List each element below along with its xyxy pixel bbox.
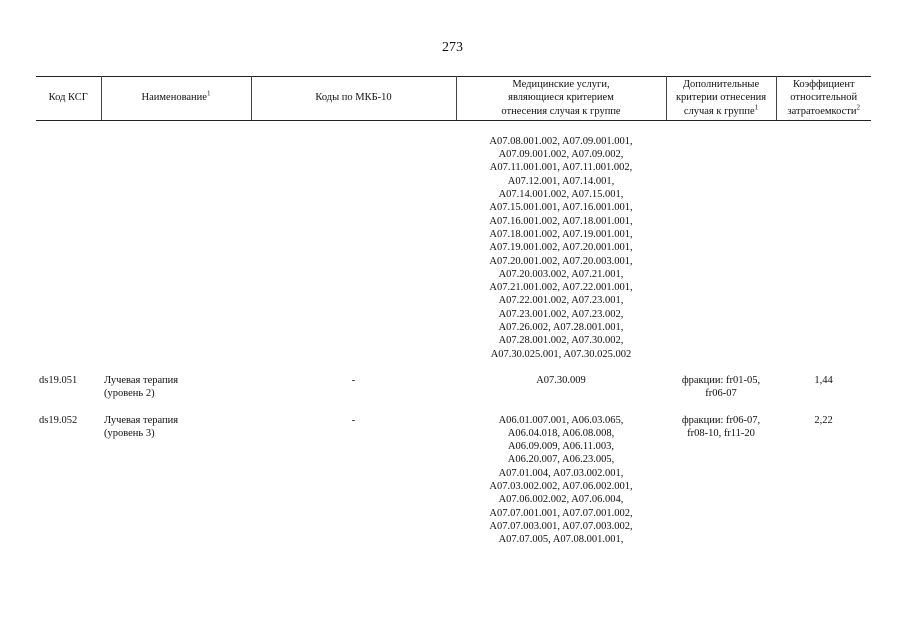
coefficient: 2,22 bbox=[814, 414, 833, 426]
services-cell: A07.30.009 bbox=[536, 374, 586, 386]
mkb-codes: - bbox=[351, 374, 356, 386]
ksg-table bbox=[36, 76, 871, 547]
mkb-codes: - bbox=[351, 414, 356, 426]
header-name: Наименование$^1$ bbox=[101, 77, 251, 121]
criteria-cell: фракции: fr06-07, fr08-10, fr11-20 bbox=[681, 414, 761, 439]
header-mkb: Коды по МКБ-10 bbox=[251, 77, 456, 121]
ksg-name: Лучевая терапия (уровень 2) bbox=[104, 374, 179, 400]
footnote-2-marker: 2 bbox=[856, 103, 860, 112]
page-number: 273 bbox=[442, 40, 463, 55]
header-coefficient: Коэффициент относительной затратоемкости$^2$ bbox=[776, 77, 871, 121]
ksg-name: Лучевая терапия (уровень 3) bbox=[104, 414, 179, 439]
services-cell: A06.01.007.001, A06.03.065, A06.04.018, A06.08.008, A06.09.009, A06.11.003, A06.20.007, A06.23.005, A07.01.004, A07.03.002.001, A07.03.002.002, A07.06.002.001, A07.06.002.002, A07.06.004, A07.07.001.001, A07.07.001.002, A07.07.003.001, A07.07.003.002, A07.07.005, A07.08.001.001, bbox=[489, 414, 633, 546]
services-cell: A07.08.001.002, A07.09.001.001, A07.09.001.002, A07.09.002, A07.11.001.001, A07.11.001.002, A07.12.001, A07.14.001, A07.14.001.002, A07.15.001, A07.15.001.001, A07.16.001.001, A07.16.001.002, A07.18.001.001, A07.18.001.002, A07.19.001.001, A07.19.001.002, A07.20.001.001, A07.20.001.002, A07.20.003.001, A07.20.003.002, A07.21.001, A07.21.001.002, A07.22.001.001, A07.22.001.002, A07.23.001, A07.23.001.002, A07.23.002, A07.26.002, A07.28.001.001, A07.28.001.002, A07.30.002, A07.30.025.001, A07.30.025.002 bbox=[489, 135, 633, 360]
ksg-code: ds19.052 bbox=[39, 414, 78, 426]
header-criteria: Дополнительные критерии отнесения случая к группе$^1$ bbox=[666, 77, 776, 121]
footnote-1-marker: 1 bbox=[206, 89, 211, 98]
ksg-code: ds19.051 bbox=[39, 374, 78, 386]
table-row-continuation bbox=[36, 135, 871, 361]
header-code: Код КСГ bbox=[36, 77, 101, 121]
header-services: Медицинские услуги, являющиеся критерием отнесения случая к группе bbox=[456, 77, 666, 121]
footnote-1-marker: 1 bbox=[754, 103, 759, 112]
coefficient: 1,44 bbox=[814, 374, 833, 386]
criteria-cell: фракции: fr01-05, fr06-07 bbox=[681, 374, 761, 400]
table-header-row bbox=[36, 77, 871, 121]
table-row-ds19-051 bbox=[36, 373, 871, 401]
table-row-ds19-052 bbox=[36, 413, 871, 547]
